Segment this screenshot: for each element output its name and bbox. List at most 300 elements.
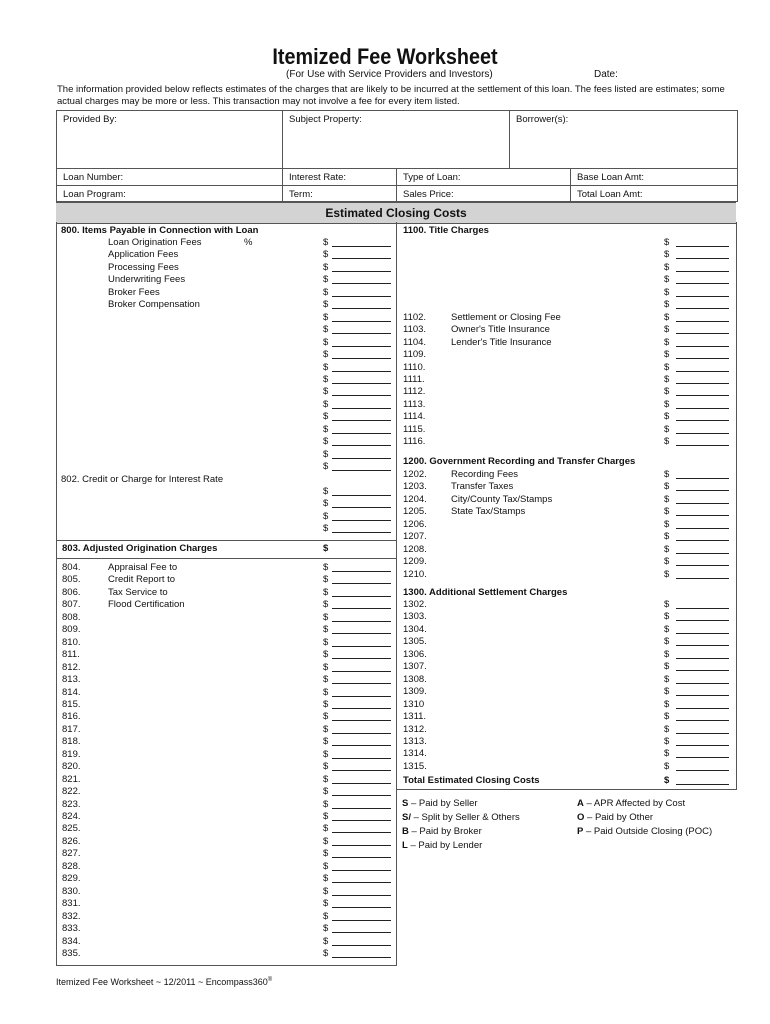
item-806-amount-field[interactable] <box>332 596 391 597</box>
title-item-number: 1113. <box>403 399 426 410</box>
additional-item-2-dollar: $ <box>664 624 670 635</box>
item-828-amount-field[interactable] <box>332 870 391 871</box>
legend-b-key: B <box>402 826 409 837</box>
additional-item-12-amount-field[interactable] <box>676 757 729 758</box>
additional-item-10-amount-field[interactable] <box>676 733 729 734</box>
item-number: 805. <box>62 574 81 585</box>
item-800-18-amount-field[interactable] <box>332 470 391 471</box>
item-825-dollar: $ <box>323 823 329 834</box>
item-821-amount-field[interactable] <box>332 783 391 784</box>
term-label: Term: <box>289 189 313 200</box>
additional-item-number: 1309. <box>403 686 427 697</box>
item-number: 816. <box>62 711 81 722</box>
legend-s-key: S <box>402 798 409 809</box>
intro-text: The information provided below reflects estimates of the charges that are likely to be incurred at the settlement of this loan. The fees listed are estimates; some actual charges may be more or less. This transaction may not involve a fee for every item listed. <box>57 84 725 107</box>
item-800-8-amount-field[interactable] <box>332 346 391 347</box>
gov-item-2-amount-field[interactable] <box>676 503 729 504</box>
gov-item-3-dollar: $ <box>664 506 670 517</box>
item-803-dollar: $ <box>323 543 329 554</box>
additional-item-number: 1302. <box>403 599 427 610</box>
item-811-amount-field[interactable] <box>332 658 391 659</box>
additional-item-1-amount-field[interactable] <box>676 620 729 621</box>
additional-item-6-amount-field[interactable] <box>676 683 729 684</box>
title-item-11-amount-field[interactable] <box>676 383 729 384</box>
item-800-11-amount-field[interactable] <box>332 383 391 384</box>
title-item-8-amount-field[interactable] <box>676 346 729 347</box>
item-826-dollar: $ <box>323 836 329 847</box>
item-807-dollar: $ <box>323 599 329 610</box>
item-832-amount-field[interactable] <box>332 920 391 921</box>
item-number: 820. <box>62 761 81 772</box>
item-800-6-dollar: $ <box>323 312 329 323</box>
item-number: 812. <box>62 662 81 673</box>
additional-item-4-dollar: $ <box>664 649 670 660</box>
legend-b-text: – Paid by Broker <box>408 826 482 837</box>
title-item-7-dollar: $ <box>664 324 670 335</box>
item-number: 815. <box>62 699 81 710</box>
item-label: Appraisal Fee to <box>108 562 178 573</box>
item-831-dollar: $ <box>323 898 329 909</box>
item-830-dollar: $ <box>323 886 329 897</box>
item-800-1-amount-field[interactable] <box>332 258 391 259</box>
title-item-12-dollar: $ <box>664 386 670 397</box>
item-802-1-dollar: $ <box>323 498 329 509</box>
item-number: 813. <box>62 674 81 685</box>
item-800-7-amount-field[interactable] <box>332 333 391 334</box>
gov-item-8-amount-field[interactable] <box>676 578 729 579</box>
title-item-9-amount-field[interactable] <box>676 358 729 359</box>
additional-item-3-dollar: $ <box>664 636 670 647</box>
item-800-1-dollar: $ <box>323 249 329 260</box>
item-800-label: Underwriting Fees <box>108 274 186 285</box>
item-835-dollar: $ <box>323 948 329 959</box>
item-808-dollar: $ <box>323 612 329 623</box>
provided-by-label: Provided By: <box>63 114 117 125</box>
item-number: 826. <box>62 836 81 847</box>
gov-item-6-amount-field[interactable] <box>676 553 729 554</box>
gov-item-number: 1208. <box>403 544 427 555</box>
title-item-label: Owner's Title Insurance <box>451 324 550 335</box>
additional-item-number: 1310 <box>403 699 425 710</box>
item-834-dollar: $ <box>323 936 329 947</box>
item-805-amount-field[interactable] <box>332 583 391 584</box>
section-1100-heading: 1100. Title Charges <box>403 225 489 236</box>
item-817-dollar: $ <box>323 724 329 735</box>
page-title: Itemized Fee Worksheet <box>272 44 498 69</box>
item-800-4-amount-field[interactable] <box>332 296 391 297</box>
title-item-0-dollar: $ <box>664 237 670 248</box>
item-821-dollar: $ <box>323 774 329 785</box>
item-802-3-amount-field[interactable] <box>332 532 391 533</box>
gov-item-5-dollar: $ <box>664 531 670 542</box>
footer <box>56 977 272 987</box>
title-item-10-amount-field[interactable] <box>676 371 729 372</box>
total-loan-amt-label: Total Loan Amt: <box>577 189 643 200</box>
item-827-amount-field[interactable] <box>332 857 391 858</box>
title-item-9-dollar: $ <box>664 349 670 360</box>
item-802-label: 802. Credit or Charge for Interest Rate <box>61 474 224 485</box>
additional-item-3-amount-field[interactable] <box>676 645 729 646</box>
title-item-number: 1114. <box>403 411 426 422</box>
item-818-amount-field[interactable] <box>332 745 391 746</box>
item-label: Tax Service to <box>108 587 168 598</box>
title-item-number: 1112. <box>403 386 426 397</box>
item-800-9-amount-field[interactable] <box>332 358 391 359</box>
gov-item-4-dollar: $ <box>664 519 670 530</box>
title-item-13-dollar: $ <box>664 399 670 410</box>
title-item-15-dollar: $ <box>664 424 670 435</box>
item-807-amount-field[interactable] <box>332 608 391 609</box>
gov-item-5-amount-field[interactable] <box>676 540 729 541</box>
item-802-2-dollar: $ <box>323 511 329 522</box>
additional-item-8-dollar: $ <box>664 699 670 710</box>
item-809-dollar: $ <box>323 624 329 635</box>
item-800-15-dollar: $ <box>323 424 329 435</box>
additional-item-11-amount-field[interactable] <box>676 745 729 746</box>
item-800-8-dollar: $ <box>323 337 329 348</box>
gov-item-label: Recording Fees <box>451 469 519 480</box>
item-number: 829. <box>62 873 81 884</box>
item-800-7-dollar: $ <box>323 324 329 335</box>
title-item-label: Settlement or Closing Fee <box>451 312 561 323</box>
item-835-amount-field[interactable] <box>332 957 391 958</box>
item-number: 807. <box>62 599 81 610</box>
registered-mark: ® <box>267 977 273 983</box>
item-809-amount-field[interactable] <box>332 633 391 634</box>
item-802-3-dollar: $ <box>323 523 329 534</box>
legend-s2-key: S/ <box>402 812 411 823</box>
item-800-4-dollar: $ <box>323 287 329 298</box>
title-item-12-amount-field[interactable] <box>676 395 729 396</box>
gov-item-3-amount-field[interactable] <box>676 515 729 516</box>
additional-item-number: 1305. <box>403 636 427 647</box>
item-833-dollar: $ <box>323 923 329 934</box>
additional-item-number: 1308. <box>403 674 427 685</box>
additional-item-0-dollar: $ <box>664 599 670 610</box>
item-number: 822. <box>62 786 81 797</box>
gov-item-8-dollar: $ <box>664 569 670 580</box>
gov-item-number: 1203. <box>403 481 427 492</box>
title-item-6-amount-field[interactable] <box>676 321 729 322</box>
item-816-dollar: $ <box>323 711 329 722</box>
title-item-1-amount-field[interactable] <box>676 258 729 259</box>
item-808-amount-field[interactable] <box>332 621 391 622</box>
item-number: 814. <box>62 687 81 698</box>
title-item-13-amount-field[interactable] <box>676 408 729 409</box>
item-number: 835. <box>62 948 81 959</box>
item-826-amount-field[interactable] <box>332 845 391 846</box>
additional-item-12-dollar: $ <box>664 748 670 759</box>
item-830-amount-field[interactable] <box>332 895 391 896</box>
item-number: 827. <box>62 848 81 859</box>
percent-sign: % <box>244 237 253 248</box>
item-number: 832. <box>62 911 81 922</box>
title-item-label: Lender's Title Insurance <box>451 337 552 348</box>
item-800-0-dollar: $ <box>323 237 329 248</box>
item-829-dollar: $ <box>323 873 329 884</box>
title-item-10-dollar: $ <box>664 362 670 373</box>
item-804-amount-field[interactable] <box>332 571 391 572</box>
item-822-amount-field[interactable] <box>332 795 391 796</box>
item-819-amount-field[interactable] <box>332 758 391 759</box>
legend-p-key: P <box>577 826 584 837</box>
title-item-3-amount-field[interactable] <box>676 283 729 284</box>
title-item-6-dollar: $ <box>664 312 670 323</box>
additional-item-9-dollar: $ <box>664 711 670 722</box>
additional-item-13-dollar: $ <box>664 761 670 772</box>
item-831-amount-field[interactable] <box>332 907 391 908</box>
item-800-17-amount-field[interactable] <box>332 458 391 459</box>
title-item-1-dollar: $ <box>664 249 670 260</box>
title-item-5-dollar: $ <box>664 299 670 310</box>
legend-o-key: O <box>577 812 585 823</box>
item-802-1-amount-field[interactable] <box>332 507 391 508</box>
legend-o-text: – Paid by Other <box>584 812 654 823</box>
title-item-14-amount-field[interactable] <box>676 420 729 421</box>
item-number: 825. <box>62 823 81 834</box>
item-820-dollar: $ <box>323 761 329 772</box>
gov-item-7-amount-field[interactable] <box>676 565 729 566</box>
item-number: 806. <box>62 587 81 598</box>
item-824-amount-field[interactable] <box>332 820 391 821</box>
gov-item-number: 1207. <box>403 531 427 542</box>
legend-s2-text: – Split by Seller & Others <box>410 812 520 823</box>
title-item-2-amount-field[interactable] <box>676 271 729 272</box>
title-item-number: 1103. <box>403 324 427 335</box>
additional-item-7-dollar: $ <box>664 686 670 697</box>
item-818-dollar: $ <box>323 736 329 747</box>
item-800-2-amount-field[interactable] <box>332 271 391 272</box>
title-item-15-amount-field[interactable] <box>676 433 729 434</box>
item-800-12-dollar: $ <box>323 386 329 397</box>
item-800-3-amount-field[interactable] <box>332 283 391 284</box>
title-item-number: 1109. <box>403 349 427 360</box>
title-item-4-dollar: $ <box>664 287 670 298</box>
gov-item-label: State Tax/Stamps <box>451 506 526 517</box>
item-800-18-dollar: $ <box>323 461 329 472</box>
additional-item-number: 1311. <box>403 711 427 722</box>
item-805-dollar: $ <box>323 574 329 585</box>
loan-program-label: Loan Program: <box>63 189 126 200</box>
gov-item-label: City/County Tax/Stamps <box>451 494 553 505</box>
gov-item-7-dollar: $ <box>664 556 670 567</box>
gov-item-0-amount-field[interactable] <box>676 478 729 479</box>
item-813-amount-field[interactable] <box>332 683 391 684</box>
additional-item-2-amount-field[interactable] <box>676 633 729 634</box>
title-item-11-dollar: $ <box>664 374 670 385</box>
item-number: 828. <box>62 861 81 872</box>
item-822-dollar: $ <box>323 786 329 797</box>
title-item-number: 1115. <box>403 424 426 435</box>
title-item-8-dollar: $ <box>664 337 670 348</box>
item-800-5-amount-field[interactable] <box>332 308 391 309</box>
item-812-amount-field[interactable] <box>332 671 391 672</box>
title-item-4-amount-field[interactable] <box>676 296 729 297</box>
item-814-amount-field[interactable] <box>332 696 391 697</box>
gov-item-1-amount-field[interactable] <box>676 490 729 491</box>
gov-item-4-amount-field[interactable] <box>676 528 729 529</box>
item-834-amount-field[interactable] <box>332 945 391 946</box>
item-800-9-dollar: $ <box>323 349 329 360</box>
total-amount-field[interactable] <box>676 784 729 785</box>
total-label: Total Estimated Closing Costs <box>403 775 540 786</box>
page-subtitle: (For Use with Service Providers and Investors) <box>286 69 493 80</box>
section-1200-heading: 1200. Government Recording and Transfer Charges <box>403 456 636 467</box>
gov-item-number: 1204. <box>403 494 427 505</box>
item-800-14-dollar: $ <box>323 411 329 422</box>
item-800-5-dollar: $ <box>323 299 329 310</box>
title-item-16-amount-field[interactable] <box>676 445 729 446</box>
item-800-15-amount-field[interactable] <box>332 433 391 434</box>
item-number: 830. <box>62 886 81 897</box>
gov-item-1-dollar: $ <box>664 481 670 492</box>
item-806-dollar: $ <box>323 587 329 598</box>
item-800-16-dollar: $ <box>323 436 329 447</box>
item-815-amount-field[interactable] <box>332 708 391 709</box>
subject-property-label: Subject Property: <box>289 114 362 125</box>
item-802-0-dollar: $ <box>323 486 329 497</box>
item-800-label: Loan Origination Fees <box>108 237 202 248</box>
item-811-dollar: $ <box>323 649 329 660</box>
additional-item-number: 1304. <box>403 624 427 635</box>
item-800-16-amount-field[interactable] <box>332 445 391 446</box>
item-label: Flood Certification <box>108 599 185 610</box>
item-832-dollar: $ <box>323 911 329 922</box>
legend-l-text: – Paid by Lender <box>407 840 483 851</box>
item-833-amount-field[interactable] <box>332 932 391 933</box>
additional-item-7-amount-field[interactable] <box>676 695 729 696</box>
item-label: Credit Report to <box>108 574 176 585</box>
item-800-14-amount-field[interactable] <box>332 420 391 421</box>
item-804-dollar: $ <box>323 562 329 573</box>
item-number: 808. <box>62 612 81 623</box>
additional-item-10-dollar: $ <box>664 724 670 735</box>
additional-item-number: 1306. <box>403 649 427 660</box>
title-item-5-amount-field[interactable] <box>676 308 729 309</box>
item-820-amount-field[interactable] <box>332 770 391 771</box>
item-824-dollar: $ <box>323 811 329 822</box>
section-803-heading: 803. Adjusted Origination Charges <box>62 543 218 554</box>
section-800-heading: 800. Items Payable in Connection with Loan <box>61 225 259 236</box>
date-label: Date: <box>594 69 618 80</box>
item-800-12-amount-field[interactable] <box>332 395 391 396</box>
gov-item-number: 1202. <box>403 469 427 480</box>
legend-s-text: – Paid by Seller <box>408 798 478 809</box>
item-800-label: Processing Fees <box>108 262 179 273</box>
item-800-0-amount-field[interactable] <box>332 246 391 247</box>
gov-item-0-dollar: $ <box>664 469 670 480</box>
gov-item-6-dollar: $ <box>664 544 670 555</box>
gov-item-number: 1209. <box>403 556 427 567</box>
additional-item-5-amount-field[interactable] <box>676 670 729 671</box>
item-819-dollar: $ <box>323 749 329 760</box>
loan-number-label: Loan Number: <box>63 172 124 183</box>
item-800-11-dollar: $ <box>323 374 329 385</box>
item-number: 818. <box>62 736 81 747</box>
item-800-17-dollar: $ <box>323 449 329 460</box>
gov-item-number: 1210. <box>403 569 427 580</box>
additional-item-13-amount-field[interactable] <box>676 770 729 771</box>
item-800-13-dollar: $ <box>323 399 329 410</box>
item-number: 834. <box>62 936 81 947</box>
item-825-amount-field[interactable] <box>332 832 391 833</box>
item-number: 833. <box>62 923 81 934</box>
item-800-13-amount-field[interactable] <box>332 408 391 409</box>
type-of-loan-label: Type of Loan: <box>403 172 461 183</box>
title-item-2-dollar: $ <box>664 262 670 273</box>
footer-text: Itemized Fee Worksheet ~ 12/2011 ~ Encompass360 <box>56 977 268 987</box>
item-828-dollar: $ <box>323 861 329 872</box>
legend-p-text: – Paid Outside Closing (POC) <box>583 826 713 837</box>
base-loan-amt-label: Base Loan Amt: <box>577 172 645 183</box>
legend-a-key: A <box>577 798 584 809</box>
title-item-16-dollar: $ <box>664 436 670 447</box>
additional-item-5-dollar: $ <box>664 661 670 672</box>
item-812-dollar: $ <box>323 662 329 673</box>
item-number: 823. <box>62 799 81 810</box>
item-802-0-amount-field[interactable] <box>332 495 391 496</box>
additional-item-8-amount-field[interactable] <box>676 708 729 709</box>
item-815-dollar: $ <box>323 699 329 710</box>
additional-item-11-dollar: $ <box>664 736 670 747</box>
item-number: 831. <box>62 898 81 909</box>
title-item-0-amount-field[interactable] <box>676 246 729 247</box>
item-number: 821. <box>62 774 81 785</box>
title-item-14-dollar: $ <box>664 411 670 422</box>
gov-item-number: 1206. <box>403 519 427 530</box>
item-827-dollar: $ <box>323 848 329 859</box>
item-829-amount-field[interactable] <box>332 882 391 883</box>
item-817-amount-field[interactable] <box>332 733 391 734</box>
title-item-7-amount-field[interactable] <box>676 333 729 334</box>
item-810-dollar: $ <box>323 637 329 648</box>
additional-item-number: 1303. <box>403 611 427 622</box>
borrowers-label: Borrower(s): <box>516 114 569 125</box>
item-800-6-amount-field[interactable] <box>332 321 391 322</box>
item-823-amount-field[interactable] <box>332 808 391 809</box>
item-800-10-dollar: $ <box>323 362 329 373</box>
item-number: 811. <box>62 649 80 660</box>
item-800-label: Broker Compensation <box>108 299 200 310</box>
title-item-number: 1111. <box>403 374 425 385</box>
additional-item-0-amount-field[interactable] <box>676 608 729 609</box>
gov-item-number: 1205. <box>403 506 427 517</box>
item-number: 824. <box>62 811 81 822</box>
item-810-amount-field[interactable] <box>332 646 391 647</box>
additional-item-number: 1314. <box>403 748 427 759</box>
additional-item-4-amount-field[interactable] <box>676 658 729 659</box>
item-802-2-amount-field[interactable] <box>332 520 391 521</box>
additional-item-number: 1315. <box>403 761 427 772</box>
item-number: 810. <box>62 637 81 648</box>
additional-item-number: 1312. <box>403 724 427 735</box>
legend-l-key: L <box>402 840 408 851</box>
item-813-dollar: $ <box>323 674 329 685</box>
gov-item-label: Transfer Taxes <box>451 481 514 492</box>
item-800-10-amount-field[interactable] <box>332 371 391 372</box>
item-814-dollar: $ <box>323 687 329 698</box>
item-823-dollar: $ <box>323 799 329 810</box>
additional-item-1-dollar: $ <box>664 611 670 622</box>
title-item-number: 1116. <box>403 436 426 447</box>
item-800-label: Application Fees <box>108 249 179 260</box>
item-800-3-dollar: $ <box>323 274 329 285</box>
interest-rate-label: Interest Rate: <box>289 172 347 183</box>
additional-item-6-dollar: $ <box>664 674 670 685</box>
additional-item-9-amount-field[interactable] <box>676 720 729 721</box>
title-item-3-dollar: $ <box>664 274 670 285</box>
item-816-amount-field[interactable] <box>332 720 391 721</box>
